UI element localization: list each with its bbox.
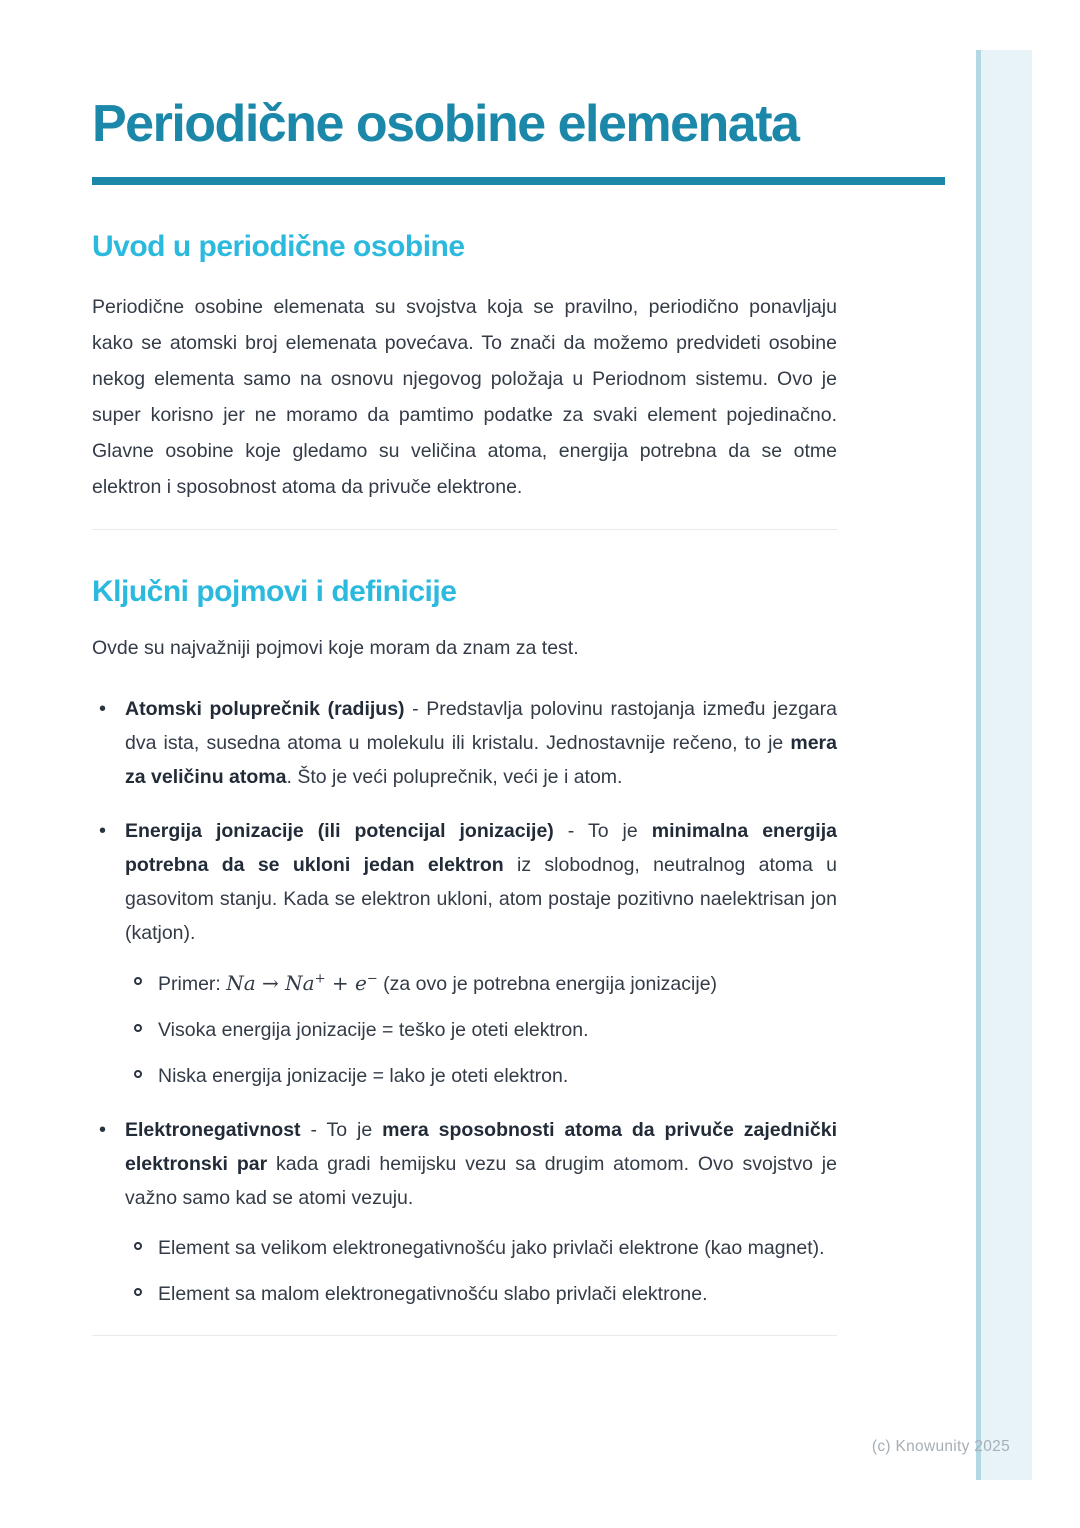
ionization-sub-list — [125, 966, 837, 1093]
formula-electron: e — [355, 971, 367, 995]
bullet-icon: • — [99, 698, 107, 720]
circle-bullet-icon — [134, 1070, 142, 1078]
side-accent-bar — [976, 50, 1032, 1480]
section-divider — [92, 529, 837, 530]
sub-item-text: Niska energija jonizacije = lako je oteti elektron. — [158, 1065, 569, 1087]
formula-arrow: → — [255, 971, 286, 995]
content-column — [92, 0, 945, 1336]
term-name: Atomski poluprečnik (radijus) — [125, 698, 405, 720]
example-note: (za ovo je potrebna energija jonizacije) — [377, 973, 718, 995]
term-definition-tail: . Što je veći poluprečnik, veći je i atom. — [286, 766, 623, 788]
sub-item-high-energy — [125, 1013, 837, 1047]
term-name: Elektronegativnost — [125, 1119, 301, 1141]
formula-na-cation: Na — [285, 971, 315, 995]
term-definition: Predstavlja polovinu rastojanja između jezgara dva ista, susedna atoma u molekulu ili kristalu. Jednostavnije rečeno, to je — [125, 698, 837, 754]
title-underline — [92, 177, 945, 185]
circle-bullet-icon — [134, 1024, 142, 1032]
term-bold-phrase: minimalna energija potrebna da se ukloni jedan elektron — [125, 820, 837, 876]
formula-na: Na — [226, 971, 256, 995]
copyright-notice: (c) Knowunity 2025 — [871, 1438, 1010, 1455]
electronegativity-sub-list — [125, 1231, 837, 1311]
sub-item-text: Element sa malom elektronegativnošću slabo privlači elektrone. — [158, 1283, 708, 1305]
term-bold-phrase: mera sposobnosti atoma da privuče zajednički elektronski par — [125, 1119, 837, 1175]
sub-item-low-energy — [125, 1059, 837, 1093]
formula-minus-charge: − — [366, 971, 378, 987]
formula-plus-charge: + — [314, 971, 326, 987]
key-terms-list — [92, 692, 837, 1311]
section-heading-key-terms: Ključni pojmovi i definicije — [92, 575, 457, 608]
term-item-atomic-radius — [92, 692, 837, 794]
term-item-electronegativity — [92, 1113, 837, 1311]
formula-plus-sign: + — [325, 971, 355, 995]
term-separator: - To je — [300, 1119, 383, 1141]
sub-item-weak-attraction — [125, 1277, 837, 1311]
bullet-icon: • — [99, 820, 107, 842]
term-separator: - — [404, 698, 427, 720]
footer-divider — [92, 1335, 837, 1336]
sub-item-example — [125, 966, 837, 1001]
sub-item-text: Element sa velikom elektronegativnošću jako privlači elektrone (kao magnet). — [158, 1237, 825, 1259]
circle-bullet-icon — [134, 1242, 142, 1250]
section-heading-intro: Uvod u periodične osobine — [92, 230, 465, 263]
sub-item-text: Visoka energija jonizacije = teško je oteti elektron. — [158, 1019, 589, 1041]
key-terms-lead: Ovde su najvažniji pojmovi koje moram da znam za test. — [92, 637, 579, 659]
term-item-ionization-energy — [92, 814, 837, 1093]
term-bold-phrase: mera za veličinu atoma — [125, 732, 837, 788]
term-definition: kada gradi hemijsku vezu sa drugim atomom. Ovo svojstvo je važno samo kad se atomi vezuju. — [125, 1153, 837, 1209]
term-separator: - To je — [553, 820, 652, 842]
circle-bullet-icon — [134, 977, 142, 985]
text-column — [92, 229, 837, 1336]
example-label: Primer: — [158, 973, 227, 995]
circle-bullet-icon — [134, 1288, 142, 1296]
sub-item-strong-attraction — [125, 1231, 837, 1265]
intro-paragraph: Periodične osobine elemenata su svojstva koja se pravilno, periodično ponavljaju kako se atomski broj elemenata povećava. To znači da možemo predvideti osobine nekog elementa samo na osnovu njegovog položaja u Periodnom sistemu. Ovo je super korisno jer ne moramo da pamtimo podatke za svaki element pojedinačno. Glavne osobine koje gledamo su veličina atoma, energija potrebna da se otme elektron i sposobnost atoma da privuče elektrone. — [92, 296, 837, 498]
term-definition: iz slobodnog, neutralnog atoma u gasovitom stanju. Kada se elektron ukloni, atom postaje pozitivno naelektrisan jon (katjon). — [125, 854, 837, 944]
bullet-icon: • — [99, 1119, 107, 1141]
term-name: Energija jonizacije (ili potencijal jonizacije) — [125, 820, 554, 842]
page-title: Periodične osobine elemenata — [92, 95, 799, 153]
